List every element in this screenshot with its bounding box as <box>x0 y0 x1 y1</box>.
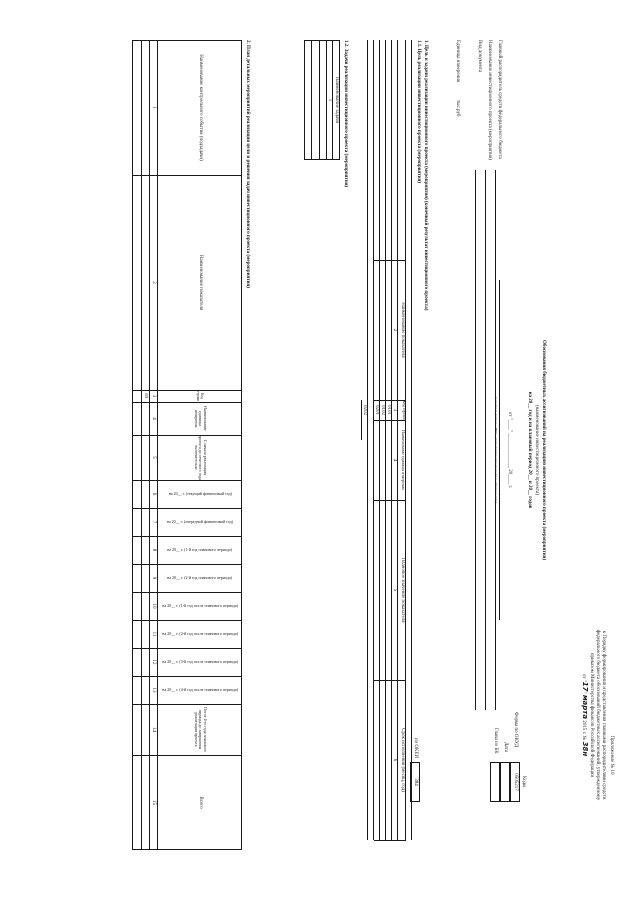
col-year-1 <box>158 480 242 508</box>
t3-num: 9 <box>151 576 157 580</box>
col-unit-label: Наименование единицы измерения <box>193 406 208 431</box>
t1-row-code: 0201 <box>374 405 380 415</box>
t1-num: 4 <box>392 458 398 462</box>
t1-num: 2 <box>392 328 398 332</box>
unit-label: Единица измерения <box>455 40 460 83</box>
form-date-line: от "____" ______________ 20____ г. <box>507 411 512 489</box>
t1-col-code: Код строки <box>402 400 407 420</box>
glava-label: Глава по БК <box>493 728 498 754</box>
rotated-form-sheet <box>20 20 620 880</box>
t3-num: 15 <box>151 800 157 805</box>
t1-row-code: 0102 <box>380 405 386 415</box>
t3-num: 5 <box>151 456 157 459</box>
t2-num: 1 <box>327 98 333 102</box>
col-event-label: Наименование контрольного события (подзадачи) <box>197 54 203 161</box>
glava-code-cell <box>490 762 500 802</box>
appendix-number: Приложение № 10 <box>609 735 614 775</box>
t1-col-term: Срок исполнения (месяц, год) <box>400 728 405 792</box>
t3-num: 3 <box>151 394 157 398</box>
col-year-5-label: на 20__ г. (1-й год после планового периода) <box>162 602 238 608</box>
col-before <box>158 435 242 480</box>
date-code-cell <box>500 762 510 802</box>
date-label: Дата <box>503 742 508 752</box>
t3-num: 14 <box>151 727 157 732</box>
col-year-3 <box>158 536 242 564</box>
col-unit <box>158 402 242 435</box>
form-code: 0505217 <box>512 773 518 791</box>
t1-num: 5 <box>392 588 398 592</box>
col-year-7 <box>158 648 242 676</box>
form-date-note: (осковные данные о НПА, устанавливающие расходные обязательства) <box>494 396 498 504</box>
t3-num: 4 <box>151 417 157 420</box>
col-year-3-label: на 20__ г. (1-й год планового периода) <box>167 546 233 552</box>
meta-field-distributor: Главный распорядитель средств федерального бюджета <box>497 40 502 159</box>
t1-row-code: 0101 <box>386 405 392 415</box>
meta-field-project-name: Наименование инвестиционного проекта (мероприятия) <box>487 40 492 160</box>
okei-label: по ОКЕИ <box>413 738 418 759</box>
form-title: Обоснования бюджетных ассигнований на реализацию инвестиционного проекта (мероприятия) <box>541 340 546 560</box>
t3-num: 2 <box>151 281 157 284</box>
col-total-label: Всего <box>197 796 203 809</box>
form-subtitle: (наименование инвестиционного проекта) <box>534 404 539 496</box>
col-year-5 <box>158 592 242 620</box>
t1-num: 3 <box>392 408 398 412</box>
section1-heading: 1. Цель и задачи реализации инвестиционного проекта (мероприятия) (конечный результат инвестиционного проекта) <box>423 40 428 311</box>
col-year-6 <box>158 620 242 648</box>
order-year: 2015 г. № <box>580 720 586 741</box>
col-year-2 <box>158 508 242 536</box>
col-year-2-label: на 20__ г. (очередной финансовый год) <box>166 518 234 524</box>
col-after-label: После 4-го года планового периода до завершения реализации проекта <box>193 706 208 753</box>
order-day: 17 <box>580 681 589 692</box>
section2-heading: 2. План детальных мероприятий реализации цели и решения задач инвестиционного проекта (мероприятия) <box>245 40 250 288</box>
col-indicator <box>158 175 242 390</box>
okei-code: 384 <box>412 778 418 786</box>
order-line: приказом Министерства финансов Российской Федерации <box>589 652 595 778</box>
t3-row-code: 001 <box>144 393 149 399</box>
t3-num: 1 <box>151 106 157 109</box>
t1-col-plan: Плановое значение показателя <box>400 557 405 623</box>
order-month: марта <box>580 694 589 720</box>
col-event <box>158 40 242 175</box>
section1-sub1: 1.1. Цель реализации инвестиционного проекта (мероприятия) <box>416 40 421 183</box>
meta-field-document-type: Вид документа <box>477 40 482 73</box>
codes-header: Коды <box>521 776 526 788</box>
col-year-6-label: на 20__ г. (2-й год после планового периода) <box>162 630 238 636</box>
t3-num: 6 <box>151 492 157 496</box>
col-code <box>158 390 242 402</box>
t3-num: 7 <box>151 520 157 524</box>
col-after <box>158 704 242 755</box>
t1-col-unit: Наименование единицы измерения <box>401 430 406 490</box>
t1-col-indicator: Наименование показателя <box>400 302 405 358</box>
t3-num: 10 <box>151 603 157 609</box>
col-year-7-label: на 20__ г. (3-й год после планового периода) <box>162 658 238 664</box>
order-line: к Порядку формирования и представления главными распорядителями средств <box>601 630 606 800</box>
order-date-prefix: от " <box>580 673 586 682</box>
t3-num: 8 <box>151 548 157 552</box>
col-code-label: Код строки <box>196 390 205 402</box>
t3-num: 13 <box>151 687 157 693</box>
col-year-8-label: на 20__ г. (4-й год после планового периода) <box>162 686 238 692</box>
col-year-4 <box>158 564 242 592</box>
form-code-cell <box>510 762 520 802</box>
col-before-label: С начала реализации проекта до отчетного года включительно <box>193 435 208 480</box>
form-label: Форма по ОКУД <box>513 712 518 748</box>
order-number: 38н <box>580 741 589 757</box>
order-line: федерального бюджета обоснований бюджетных ассигнований, утвержденному <box>595 629 601 801</box>
col-year-1-label: на 20__ г. (текущий финансовый год) <box>168 490 232 496</box>
t1-num: 6 <box>392 758 398 762</box>
col-year-8 <box>158 676 242 704</box>
col-total <box>158 755 242 850</box>
col-year-4-label: на 20__ г. (2-й год планового периода) <box>167 574 233 580</box>
t3-num: 11 <box>151 631 157 637</box>
order-date-line: от "17" марта 2015 г. № 38н <box>580 673 589 757</box>
t2-col-task: Наименование задачи <box>334 76 339 124</box>
form-period: на 20__ год и на плановый период 20__ и 20__ годов <box>527 391 532 509</box>
t3-num: 12 <box>151 659 157 665</box>
order-reference <box>580 580 606 850</box>
t1-row-code: 0202 <box>362 405 368 415</box>
section1-sub2: 1.2. Задачи реализации инвестиционного проекта (мероприятия) <box>343 40 348 188</box>
unit-value: тыс.руб <box>455 100 460 117</box>
col-indicator-label: Наименование показателя <box>197 254 203 311</box>
